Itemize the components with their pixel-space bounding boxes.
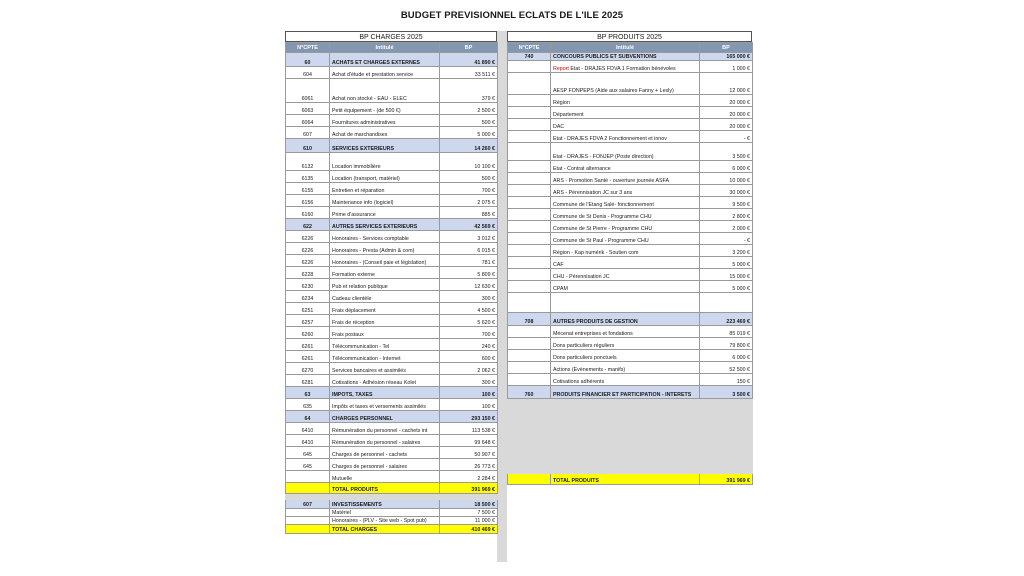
account-number-cell bbox=[508, 374, 551, 386]
account-number-cell: 6230 bbox=[286, 279, 330, 291]
label-cell: Cotisations - Adhésion réseau Kolet bbox=[330, 375, 440, 387]
amount-cell: 100 € bbox=[440, 399, 498, 411]
account-number-cell bbox=[508, 131, 551, 143]
amount-cell: 500 € bbox=[440, 115, 498, 127]
account-number-cell: 6135 bbox=[286, 171, 330, 183]
amount-cell: 5 000 € bbox=[700, 257, 753, 269]
label-cell: Frais de réception bbox=[330, 315, 440, 327]
label-cell: IMPOTS, TAXES bbox=[330, 387, 440, 399]
account-number-cell: 6155 bbox=[286, 183, 330, 195]
label-cell: Commune de l'Etang Salé- fonctionnement bbox=[551, 197, 700, 209]
amount-cell: 5 000 € bbox=[700, 281, 753, 293]
label-cell: Département bbox=[551, 107, 700, 119]
amount-cell: 30 000 € bbox=[700, 185, 753, 197]
table-row bbox=[508, 107, 753, 119]
account-number-cell: 6226 bbox=[286, 243, 330, 255]
amount-cell: 150 € bbox=[700, 374, 753, 386]
account-number-cell bbox=[508, 119, 551, 131]
label-cell: Commune de St Denis - Programme CHU bbox=[551, 209, 700, 221]
account-number-cell: 622 bbox=[286, 219, 330, 231]
table-row bbox=[286, 183, 498, 195]
produits-panel-title: BP PRODUITS 2025 bbox=[507, 31, 752, 42]
label-cell: ACHATS ET CHARGES EXTERNES bbox=[330, 53, 440, 67]
table-row bbox=[508, 221, 753, 233]
label-cell bbox=[551, 293, 700, 313]
amount-cell: 2 800 € bbox=[700, 209, 753, 221]
amount-cell bbox=[700, 293, 753, 313]
label-cell: PRODUITS FINANCIER ET PARTICIPATION - INTERETS bbox=[551, 386, 700, 399]
amount-cell: 11 000 € bbox=[440, 517, 498, 525]
amount-cell: 2 062 € bbox=[440, 363, 498, 375]
amount-cell: 113 538 € bbox=[440, 423, 498, 435]
table-row bbox=[508, 131, 753, 143]
amount-cell: 885 € bbox=[440, 207, 498, 219]
table-row bbox=[286, 327, 498, 339]
account-number-cell: 6410 bbox=[286, 435, 330, 447]
label-cell: Services bancaires et assimilés bbox=[330, 363, 440, 375]
table-row bbox=[286, 399, 498, 411]
label-cell: Frais déplacement bbox=[330, 303, 440, 315]
table-row bbox=[286, 471, 498, 483]
account-number-cell: 6257 bbox=[286, 315, 330, 327]
account-number-cell: 64 bbox=[286, 411, 330, 423]
header-budget: BP bbox=[440, 43, 498, 53]
label-cell: Pub et relation publique bbox=[330, 279, 440, 291]
table-row bbox=[508, 338, 753, 350]
amount-cell: 20 000 € bbox=[700, 119, 753, 131]
amount-cell: 12 000 € bbox=[700, 73, 753, 95]
table-row bbox=[508, 185, 753, 197]
label-cell: Honoraires - (PLV - Site web - Spot pub) bbox=[330, 517, 440, 525]
amount-cell: 3 200 € bbox=[700, 245, 753, 257]
label-cell bbox=[551, 61, 700, 73]
amount-cell: 15 000 € bbox=[700, 269, 753, 281]
charges-panel-title: BP CHARGES 2025 bbox=[285, 31, 497, 42]
table-row bbox=[286, 517, 498, 525]
label-cell: TOTAL PRODUITS bbox=[551, 474, 700, 485]
label-cell bbox=[551, 399, 700, 474]
account-number-cell: 60 bbox=[286, 53, 330, 67]
account-number-cell bbox=[508, 107, 551, 119]
table-row bbox=[508, 350, 753, 362]
amount-cell: 6 000 € bbox=[700, 161, 753, 173]
label-cell: Dons particuliers réguliers bbox=[551, 338, 700, 350]
label-cell: Impôts et taxes et versements assimilés bbox=[330, 399, 440, 411]
amount-cell: 391 969 € bbox=[700, 474, 753, 485]
account-number-cell bbox=[286, 517, 330, 525]
header-account-number: N°CPTE bbox=[286, 43, 330, 53]
label-cell: Cadeau clientèle bbox=[330, 291, 440, 303]
label-cell: Achat non stocké - EAU - ELEC bbox=[330, 79, 440, 103]
section-row bbox=[286, 139, 498, 153]
label-cell: ARS - Promotion Santé - ouverture journée ASFA bbox=[551, 173, 700, 185]
account-number-cell bbox=[508, 293, 551, 313]
account-number-cell: 6261 bbox=[286, 339, 330, 351]
amount-cell: 3 500 € bbox=[700, 143, 753, 161]
account-number-cell bbox=[508, 474, 551, 485]
account-number-cell: 63 bbox=[286, 387, 330, 399]
table-row bbox=[508, 326, 753, 338]
amount-cell: 85 019 € bbox=[700, 326, 753, 338]
amount-cell: 500 € bbox=[440, 171, 498, 183]
table-row bbox=[286, 267, 498, 279]
account-number-cell: 6281 bbox=[286, 375, 330, 387]
table-row bbox=[508, 119, 753, 131]
label-cell: Honoraires - Presta (Admin & com) bbox=[330, 243, 440, 255]
charges-rows bbox=[286, 53, 498, 534]
account-number-cell bbox=[286, 509, 330, 517]
section-row bbox=[508, 53, 753, 61]
account-number-cell bbox=[508, 362, 551, 374]
amount-cell: 165 000 € bbox=[700, 53, 753, 61]
label-cell: Etat - Contrat alternance bbox=[551, 161, 700, 173]
section-row bbox=[286, 411, 498, 423]
label-cell: Achat d'étude et prestation service bbox=[330, 67, 440, 79]
table-row bbox=[286, 339, 498, 351]
table-row bbox=[286, 447, 498, 459]
account-number-cell bbox=[508, 350, 551, 362]
label-cell: Frais postaux bbox=[330, 327, 440, 339]
label-cell: Rémunération du personnel - salaires bbox=[330, 435, 440, 447]
label-cell: Petit équipement - (de 500 €) bbox=[330, 103, 440, 115]
amount-cell: 2 500 € bbox=[440, 103, 498, 115]
amount-cell: 7 500 € bbox=[440, 509, 498, 517]
amount-cell: 293 150 € bbox=[440, 411, 498, 423]
section-row bbox=[286, 219, 498, 231]
account-number-cell bbox=[286, 483, 330, 494]
amount-cell: - € bbox=[700, 233, 753, 245]
amount-cell: 20 000 € bbox=[700, 107, 753, 119]
section-row bbox=[286, 500, 498, 509]
section-row bbox=[286, 387, 498, 399]
table-row bbox=[508, 197, 753, 209]
label-cell: Cotisations adhérents bbox=[551, 374, 700, 386]
account-number-cell: 6064 bbox=[286, 115, 330, 127]
table-row bbox=[286, 67, 498, 79]
amount-cell: 240 € bbox=[440, 339, 498, 351]
account-number-cell: 6228 bbox=[286, 267, 330, 279]
table-row bbox=[508, 293, 753, 313]
account-number-cell: 6226 bbox=[286, 231, 330, 243]
account-number-cell bbox=[508, 338, 551, 350]
table-row bbox=[508, 61, 753, 73]
table-row bbox=[286, 351, 498, 363]
label-cell: Achat de marchandises bbox=[330, 127, 440, 139]
account-number-cell bbox=[286, 525, 330, 534]
label-cell: Location immobilière bbox=[330, 153, 440, 171]
amount-cell: 410 469 € bbox=[440, 525, 498, 534]
amount-cell: 79 800 € bbox=[700, 338, 753, 350]
table-row bbox=[508, 362, 753, 374]
amount-cell: 600 € bbox=[440, 351, 498, 363]
label-text: Etat - DRAJES FDVA 1 Formation bénévoles bbox=[570, 66, 676, 72]
table-row bbox=[286, 435, 498, 447]
account-number-cell bbox=[508, 197, 551, 209]
header-account-number: N°CPTE bbox=[508, 43, 551, 53]
amount-cell: 9 500 € bbox=[700, 197, 753, 209]
account-number-cell bbox=[508, 209, 551, 221]
label-cell: Maintenance info (logiciel) bbox=[330, 195, 440, 207]
label-cell: AUTRES PRODUITS DE GESTION bbox=[551, 313, 700, 326]
section-row bbox=[286, 53, 498, 67]
amount-cell: 1 000 € bbox=[700, 61, 753, 73]
amount-cell: 26 773 € bbox=[440, 459, 498, 471]
table-row bbox=[286, 509, 498, 517]
label-cell: Rémunération du personnel - cachets int bbox=[330, 423, 440, 435]
table-row bbox=[508, 257, 753, 269]
amount-cell: 14 260 € bbox=[440, 139, 498, 153]
account-number-cell bbox=[508, 281, 551, 293]
label-cell: CAF bbox=[551, 257, 700, 269]
produits-table bbox=[507, 42, 753, 485]
account-number-cell: 760 bbox=[508, 386, 551, 399]
label-cell: Charges de personnel - cachets bbox=[330, 447, 440, 459]
account-number-cell bbox=[508, 73, 551, 95]
label-cell: Mutuelle bbox=[330, 471, 440, 483]
amount-cell: 52 500 € bbox=[700, 362, 753, 374]
label-cell: INVESTISSEMENTS bbox=[330, 500, 440, 509]
report-tag: Report bbox=[553, 66, 569, 72]
account-number-cell: 635 bbox=[286, 399, 330, 411]
amount-cell: 223 469 € bbox=[700, 313, 753, 326]
label-cell: Dons particuliers ponctuels bbox=[551, 350, 700, 362]
label-cell: Location (transport, matériel) bbox=[330, 171, 440, 183]
label-cell: Fournitures administratives bbox=[330, 115, 440, 127]
label-cell: SERVICES EXTERIEURS bbox=[330, 139, 440, 153]
label-cell: Télécommunication - Internet bbox=[330, 351, 440, 363]
produits-rows bbox=[508, 53, 753, 485]
account-number-cell bbox=[286, 471, 330, 483]
table-row bbox=[286, 459, 498, 471]
account-number-cell bbox=[508, 257, 551, 269]
label-cell: Prime d'assurance bbox=[330, 207, 440, 219]
account-number-cell: 6226 bbox=[286, 255, 330, 267]
amount-cell: 5 620 € bbox=[440, 315, 498, 327]
amount-cell: 50 907 € bbox=[440, 447, 498, 459]
amount-cell: 2 284 € bbox=[440, 471, 498, 483]
account-number-cell: 6063 bbox=[286, 103, 330, 115]
amount-cell: 5 809 € bbox=[440, 267, 498, 279]
amount-cell: 4 500 € bbox=[440, 303, 498, 315]
account-number-cell: 610 bbox=[286, 139, 330, 153]
account-number-cell bbox=[508, 95, 551, 107]
label-cell: TOTAL PRODUITS bbox=[330, 483, 440, 494]
amount-cell: 3 012 € bbox=[440, 231, 498, 243]
account-number-cell bbox=[508, 221, 551, 233]
label-cell: Région bbox=[551, 95, 700, 107]
amount-cell: 300 € bbox=[440, 375, 498, 387]
account-number-cell: 740 bbox=[508, 53, 551, 61]
section-row bbox=[508, 386, 753, 399]
amount-cell: 3 500 € bbox=[700, 386, 753, 399]
label-cell: ARS - Pérennisation JC sur 3 ans bbox=[551, 185, 700, 197]
table-row bbox=[286, 127, 498, 139]
table-row bbox=[508, 173, 753, 185]
label-cell: CHU - Pérennisation JC bbox=[551, 269, 700, 281]
table-row bbox=[508, 374, 753, 386]
label-cell: Région - Kap numérik - Soutien com bbox=[551, 245, 700, 257]
label-cell: Entretien et réparation bbox=[330, 183, 440, 195]
amount-cell: 391 969 € bbox=[440, 483, 498, 494]
amount-cell: 2 000 € bbox=[700, 221, 753, 233]
label-cell: Commune de St Paul - Programme CHU bbox=[551, 233, 700, 245]
account-number-cell: 6251 bbox=[286, 303, 330, 315]
page-title: BUDGET PREVISIONNEL ECLATS DE L'ILE 2025 bbox=[400, 10, 624, 21]
table-row bbox=[286, 315, 498, 327]
label-cell: Honoraires - Services comptable bbox=[330, 231, 440, 243]
table-row bbox=[286, 255, 498, 267]
amount-cell: 6 015 € bbox=[440, 243, 498, 255]
table-row bbox=[286, 153, 498, 171]
label-cell: AUTRES SERVICES EXTERIEURS bbox=[330, 219, 440, 231]
total-row bbox=[508, 474, 753, 485]
account-number-cell: 645 bbox=[286, 447, 330, 459]
amount-cell: 6 000 € bbox=[700, 350, 753, 362]
table-row bbox=[286, 423, 498, 435]
table-row bbox=[286, 291, 498, 303]
section-row bbox=[508, 313, 753, 326]
label-cell: Etat - DRAJES FDVA 2 Fonctionnement et innov bbox=[551, 131, 700, 143]
label-cell: Commune de St Pierre - Programme CHU bbox=[551, 221, 700, 233]
table-row bbox=[286, 103, 498, 115]
label-cell: Actions (Evènements - manifs) bbox=[551, 362, 700, 374]
account-number-cell bbox=[508, 173, 551, 185]
account-number-cell: 604 bbox=[286, 67, 330, 79]
account-number-cell: 645 bbox=[286, 459, 330, 471]
account-number-cell: 6132 bbox=[286, 153, 330, 171]
amount-cell bbox=[700, 399, 753, 474]
charges-table bbox=[285, 42, 498, 534]
account-number-cell: 708 bbox=[508, 313, 551, 326]
account-number-cell bbox=[508, 233, 551, 245]
label-cell: Honoraires - (Conseil paie et législation) bbox=[330, 255, 440, 267]
amount-cell: 41 890 € bbox=[440, 53, 498, 67]
amount-cell: 700 € bbox=[440, 183, 498, 195]
table-row bbox=[286, 303, 498, 315]
label-cell: CPAM bbox=[551, 281, 700, 293]
label-cell: CHARGES PERSONNEL bbox=[330, 411, 440, 423]
table-row bbox=[286, 375, 498, 387]
total-row bbox=[286, 483, 498, 494]
amount-cell: 10 000 € bbox=[700, 173, 753, 185]
header-budget: BP bbox=[700, 43, 753, 53]
total-row bbox=[286, 525, 498, 534]
table-row bbox=[508, 233, 753, 245]
table-row bbox=[508, 161, 753, 173]
amount-cell: 781 € bbox=[440, 255, 498, 267]
amount-cell: 100 € bbox=[440, 387, 498, 399]
amount-cell: 42 569 € bbox=[440, 219, 498, 231]
account-number-cell bbox=[508, 245, 551, 257]
amount-cell: - € bbox=[700, 131, 753, 143]
account-number-cell bbox=[508, 143, 551, 161]
account-number-cell: 6260 bbox=[286, 327, 330, 339]
label-cell: AESP FONPEPS (Aide aux salaires Fanny + Lesly) bbox=[551, 73, 700, 95]
account-number-cell: 6061 bbox=[286, 79, 330, 103]
account-number-cell: 6156 bbox=[286, 195, 330, 207]
header-label: Intitulé bbox=[551, 43, 700, 53]
amount-cell: 18 500 € bbox=[440, 500, 498, 509]
amount-cell: 2 075 € bbox=[440, 195, 498, 207]
table-row bbox=[508, 95, 753, 107]
charges-panel bbox=[285, 31, 497, 534]
table-row bbox=[508, 143, 753, 161]
account-number-cell bbox=[508, 269, 551, 281]
table-row bbox=[508, 399, 753, 474]
label-cell: Mécenat entreprises et fondations bbox=[551, 326, 700, 338]
account-number-cell: 6234 bbox=[286, 291, 330, 303]
amount-cell: 379 € bbox=[440, 79, 498, 103]
table-row bbox=[508, 281, 753, 293]
table-row bbox=[286, 207, 498, 219]
table-row bbox=[286, 195, 498, 207]
account-number-cell: 6410 bbox=[286, 423, 330, 435]
account-number-cell: 6160 bbox=[286, 207, 330, 219]
table-row bbox=[508, 269, 753, 281]
produits-panel bbox=[507, 31, 752, 485]
table-row bbox=[286, 171, 498, 183]
label-cell: CONCOURS PUBLICS ET SUBVENTIONS bbox=[551, 53, 700, 61]
label-cell: Charges de personnel - salaires bbox=[330, 459, 440, 471]
account-number-cell bbox=[508, 326, 551, 338]
label-cell: Télécommunication - Tel bbox=[330, 339, 440, 351]
amount-cell: 10 100 € bbox=[440, 153, 498, 171]
table-row bbox=[508, 73, 753, 95]
account-number-cell bbox=[508, 185, 551, 197]
table-row bbox=[286, 363, 498, 375]
table-row bbox=[286, 115, 498, 127]
table-row bbox=[508, 245, 753, 257]
amount-cell: 20 000 € bbox=[700, 95, 753, 107]
label-cell: Formation externe bbox=[330, 267, 440, 279]
amount-cell: 5 000 € bbox=[440, 127, 498, 139]
label-cell: Etat - DRAJES - FONJEP (Poste direction) bbox=[551, 143, 700, 161]
account-number-cell: 6261 bbox=[286, 351, 330, 363]
table-row bbox=[286, 79, 498, 103]
account-number-cell: 6270 bbox=[286, 363, 330, 375]
account-number-cell: 607 bbox=[286, 127, 330, 139]
amount-cell: 33 511 € bbox=[440, 67, 498, 79]
label-cell: DAC bbox=[551, 119, 700, 131]
amount-cell: 12 630 € bbox=[440, 279, 498, 291]
amount-cell: 99 648 € bbox=[440, 435, 498, 447]
table-row bbox=[508, 209, 753, 221]
table-row bbox=[286, 279, 498, 291]
account-number-cell: 607 bbox=[286, 500, 330, 509]
header-label: Intitulé bbox=[330, 43, 440, 53]
amount-cell: 700 € bbox=[440, 327, 498, 339]
table-row bbox=[286, 243, 498, 255]
table-row bbox=[286, 231, 498, 243]
amount-cell: 300 € bbox=[440, 291, 498, 303]
label-cell: TOTAL CHARGES bbox=[330, 525, 440, 534]
account-number-cell bbox=[508, 161, 551, 173]
account-number-cell bbox=[508, 61, 551, 73]
label-cell: Matériel bbox=[330, 509, 440, 517]
account-number-cell bbox=[508, 399, 551, 474]
column-gutter bbox=[497, 31, 507, 562]
